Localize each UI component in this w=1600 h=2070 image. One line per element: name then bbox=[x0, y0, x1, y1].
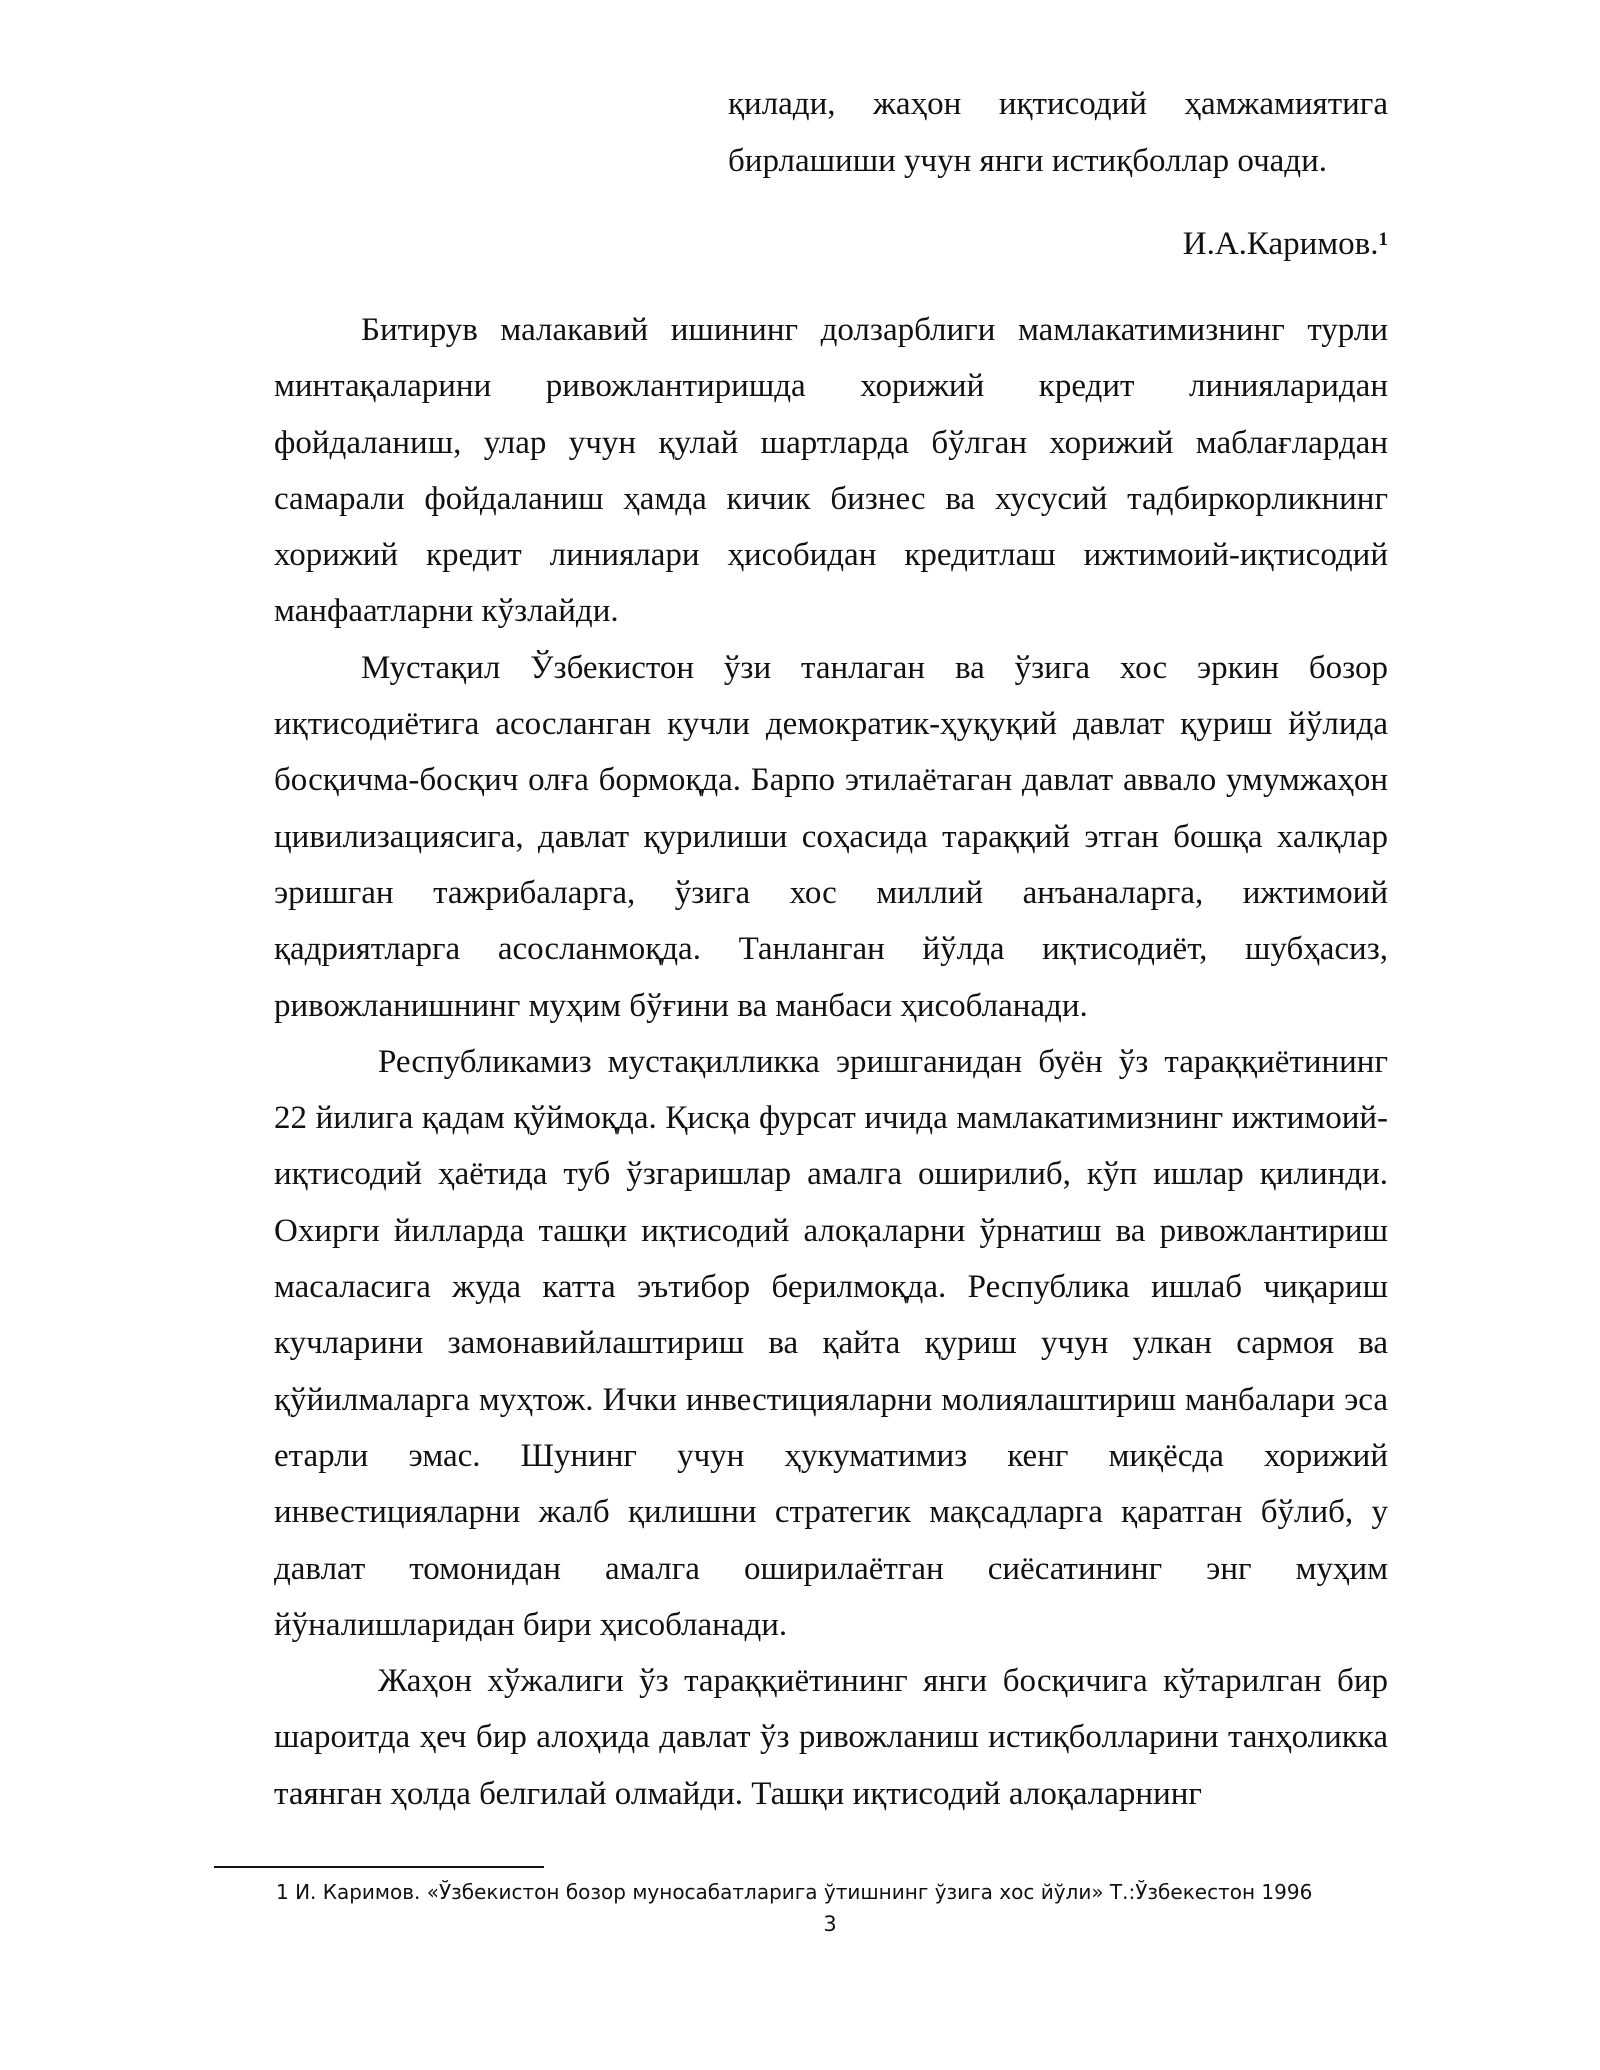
epigraph bbox=[728, 76, 1388, 190]
paragraph-2: Мустақил Ўзбекистон ўзи танлаган ва ўзига хос эркин бозор иқтисодиётига асосланган кучли демократик-ҳуқуқий давлат қуриш йўлида босқичма-босқич олға бормоқда. Барпо этилаётаган давлат аввало умумжаҳон цивилизациясига, давлат қурилиши соҳасида тараққий этган бошқа халқлар эришган тажрибаларга, ўзига хос миллий анъаналарга, ижтимоий қадриятларга асосланмоқда. Танланган йўлда иқтисодиёт, шубҳасиз, ривожланишнинг муҳим бўғини ва манбаси ҳисобланади. bbox=[274, 649, 1388, 1024]
footnote-reference[interactable]: 1 bbox=[1378, 229, 1388, 250]
epigraph-author bbox=[1183, 224, 1388, 264]
main-text bbox=[274, 302, 1388, 1822]
epigraph-line-1: қилади, жаҳон иқтисодий ҳамжамиятига bbox=[728, 86, 1388, 122]
paragraph-1: Битирув малакавий ишининг долзарблиги мамлакатимизнинг турли минтақаларини ривожлантиришда хорижий кредит линияларидан фойдаланиш, улар учун қулай шартларда бўлган хорижий маблағлардан самарали фойдаланиш ҳамда кичик бизнес ва хусусий тадбиркорликнинг хорижий кредит линиялари ҳисобидан кредитлаш ижтимоий-иқтисодий манфаатларни кўзлайди. bbox=[274, 312, 1388, 630]
paragraph-3: Республикамиз мустақилликка эришганидан буён ўз тараққиётининг 22 йилига қадам қўймоқда. Қисқа фурсат ичида мамлакатимизнинг ижтимоий-иқтисодий ҳаётида туб ўзгаришлар амалга оширилиб, кўп ишлар қилинди. Охирги йилларда ташқи иқтисодий алоқаларни ўрнатиш ва ривожлантириш масаласига жуда катта эътибор берилмоқда. Республика ишлаб чиқариш кучларини замонавийлаштириш ва қайта қуриш учун улкан сармоя ва қўйилмаларга муҳтож. Ички инвестицияларни молиялаштириш манбалари эса етарли эмас. Шунинг учун ҳукуматимиз кенг миқёсда хорижий инвестицияларни жалб қилишни стратегик мақсадларга қаратган бўлиб, у давлат томонидан амалга оширилаётган сиёсатининг энг муҳим йўналишларидан бири ҳисобланади. bbox=[274, 1043, 1388, 1643]
author-name: И.А.Каримов. bbox=[1182, 226, 1379, 262]
footnote-separator bbox=[214, 1866, 544, 1868]
footnote: 1 И. Каримов. «Ўзбекистон бозор муносабатларига ўтишнинг ўзига хос йўли» Т.:Ўзбекестон 1996 bbox=[276, 1880, 1313, 1904]
page-number: 3 bbox=[823, 1912, 837, 1936]
paragraph-4: Жаҳон хўжалиги ўз тараққиётининг янги босқичига кўтарилган бир шароитда ҳеч бир алоҳида давлат ўз ривожланиш истиқболларини танҳоликка таянган ҳолда белгилай олмайди. Ташқи иқтисодий алоқаларнинг bbox=[274, 1663, 1388, 1812]
epigraph-line-2: бирлашиши учун янги истиқболлар очади. bbox=[728, 143, 1328, 179]
